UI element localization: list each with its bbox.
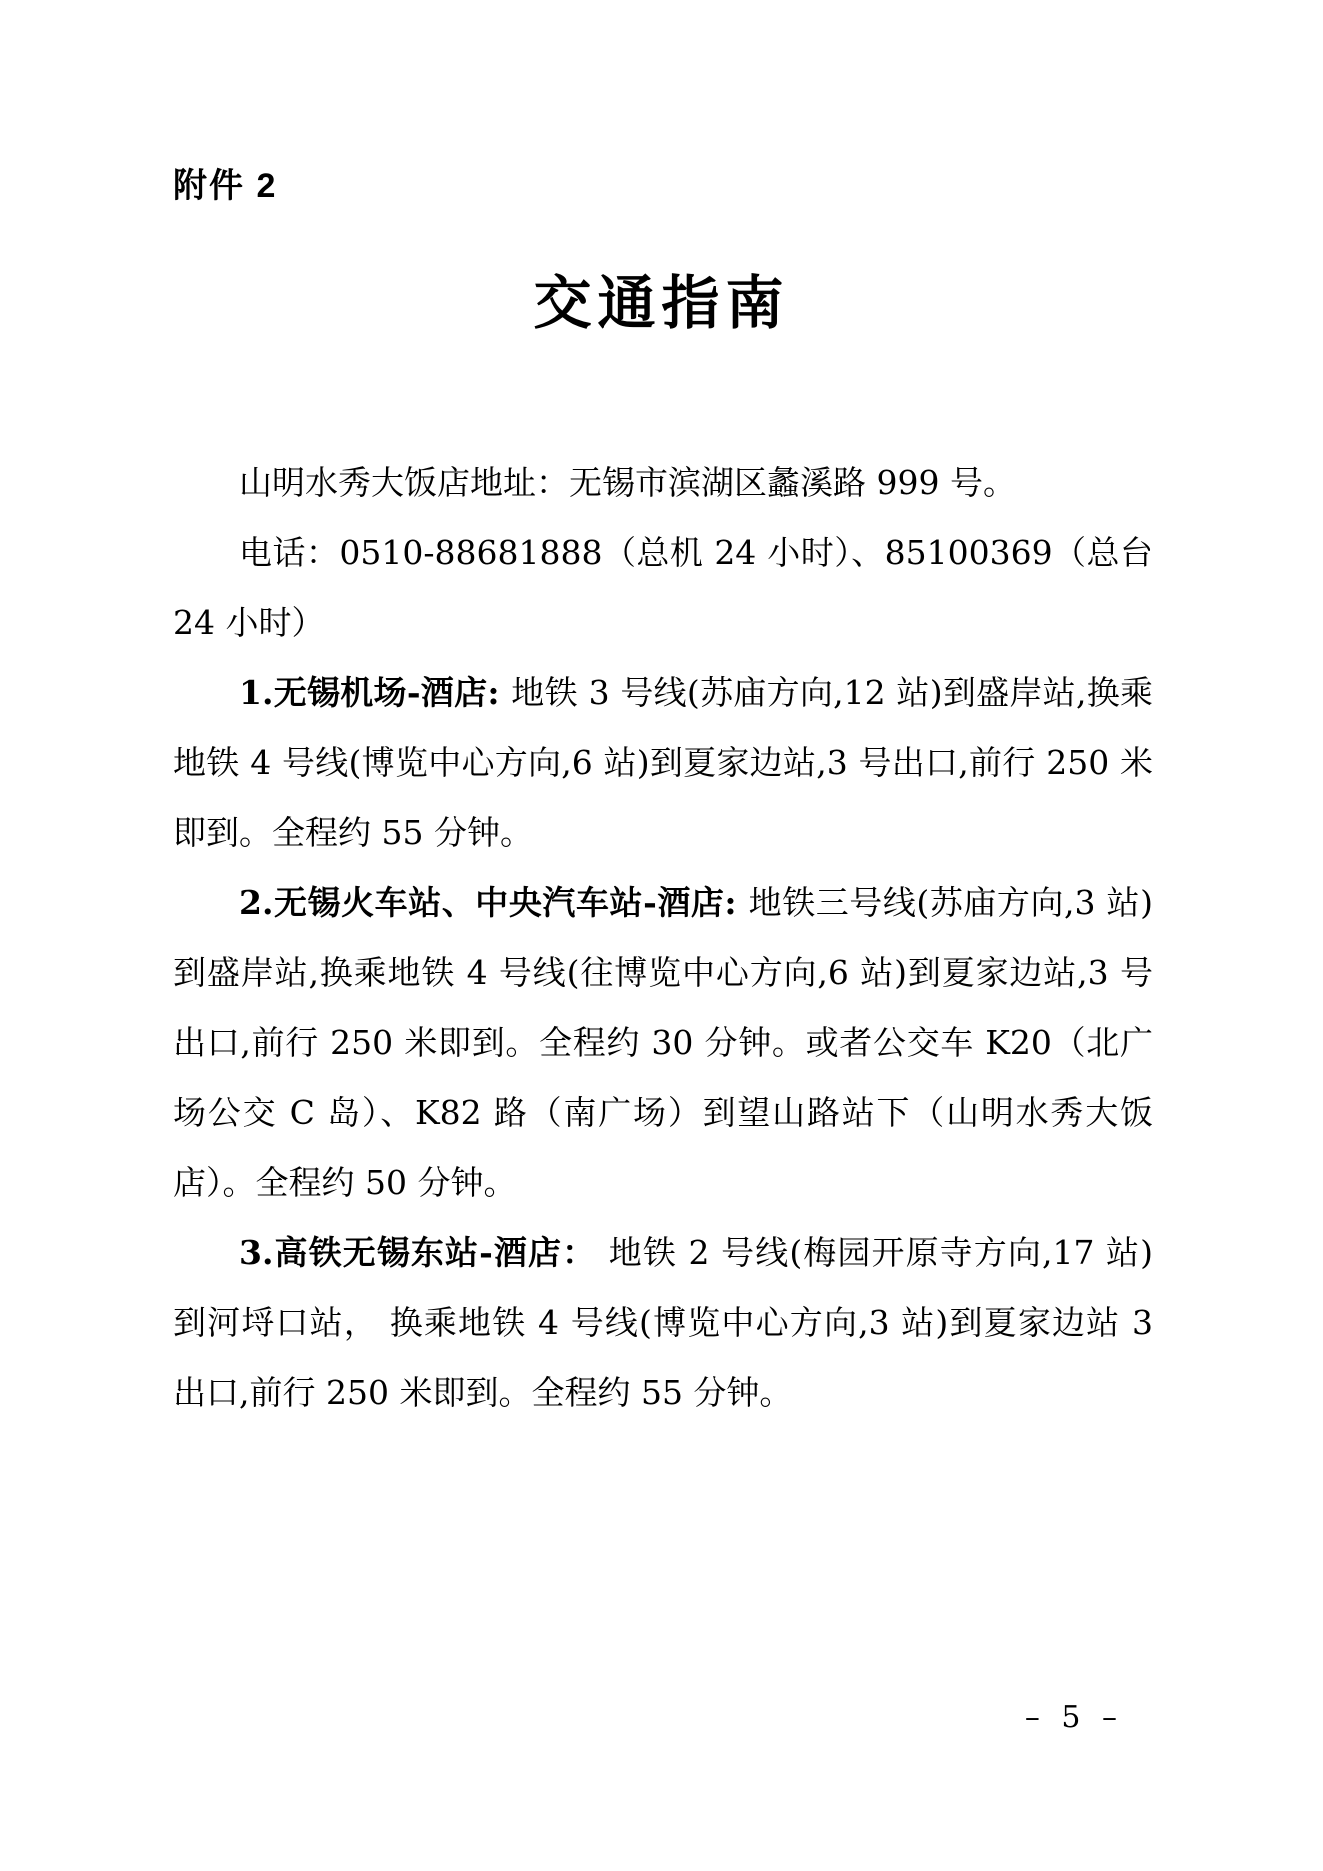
route-paragraph-railway-station <box>173 868 1153 1218</box>
phone-paragraph <box>173 518 1153 658</box>
route-label-east-station: 3.高铁无锡东站-酒店： <box>239 1233 609 1272</box>
route-label-airport: 1.无锡机场-酒店: <box>239 673 512 712</box>
route-text-railway-station: 地铁三号线(苏庙方向,3 站)到盛岸站,换乘地铁 4 号线(往博览中心方向,6 站)到夏家边站,3 号出口,前行 250 米即到。全程约 30 分钟。或者公交车 K20（北广场公交 C 岛）、K82 路（南广场）到望山路站下（山明水秀大饭店）。全程约 50 分钟。 <box>173 883 1153 1202</box>
route-text-airport: 地铁 3 号线(苏庙方向,12 站)到盛岸站,换乘地铁 4 号线(博览中心方向,6 站)到夏家边站,3 号出口,前行 250 米即到。全程约 55 分钟。 <box>173 673 1153 852</box>
route-paragraph-east-station <box>173 1218 1153 1428</box>
route-label-railway-station: 2.无锡火车站、中央汽车站-酒店: <box>239 883 749 922</box>
phone-text: 电话：0510-88681888（总机 24 小时）、85100369（总台 24 小时） <box>173 533 1153 642</box>
attachment-label: 附件 2 <box>173 167 278 205</box>
document-body <box>173 448 1153 1428</box>
route-text-east-station: 地铁 2 号线(梅园开原寺方向,17 站)到河埒口站， 换乘地铁 4 号线(博览中心方向,3 站)到夏家边站 3 出口,前行 250 米即到。全程约 55 分钟。 <box>173 1233 1153 1412</box>
address-text: 山明水秀大饭店地址：无锡市滨湖区蠡溪路 999 号。 <box>239 463 1016 502</box>
document-title: 交通指南 <box>533 269 790 337</box>
page-number: – 5 – <box>1024 1700 1123 1735</box>
address-paragraph <box>173 448 1153 518</box>
route-paragraph-airport <box>173 658 1153 868</box>
